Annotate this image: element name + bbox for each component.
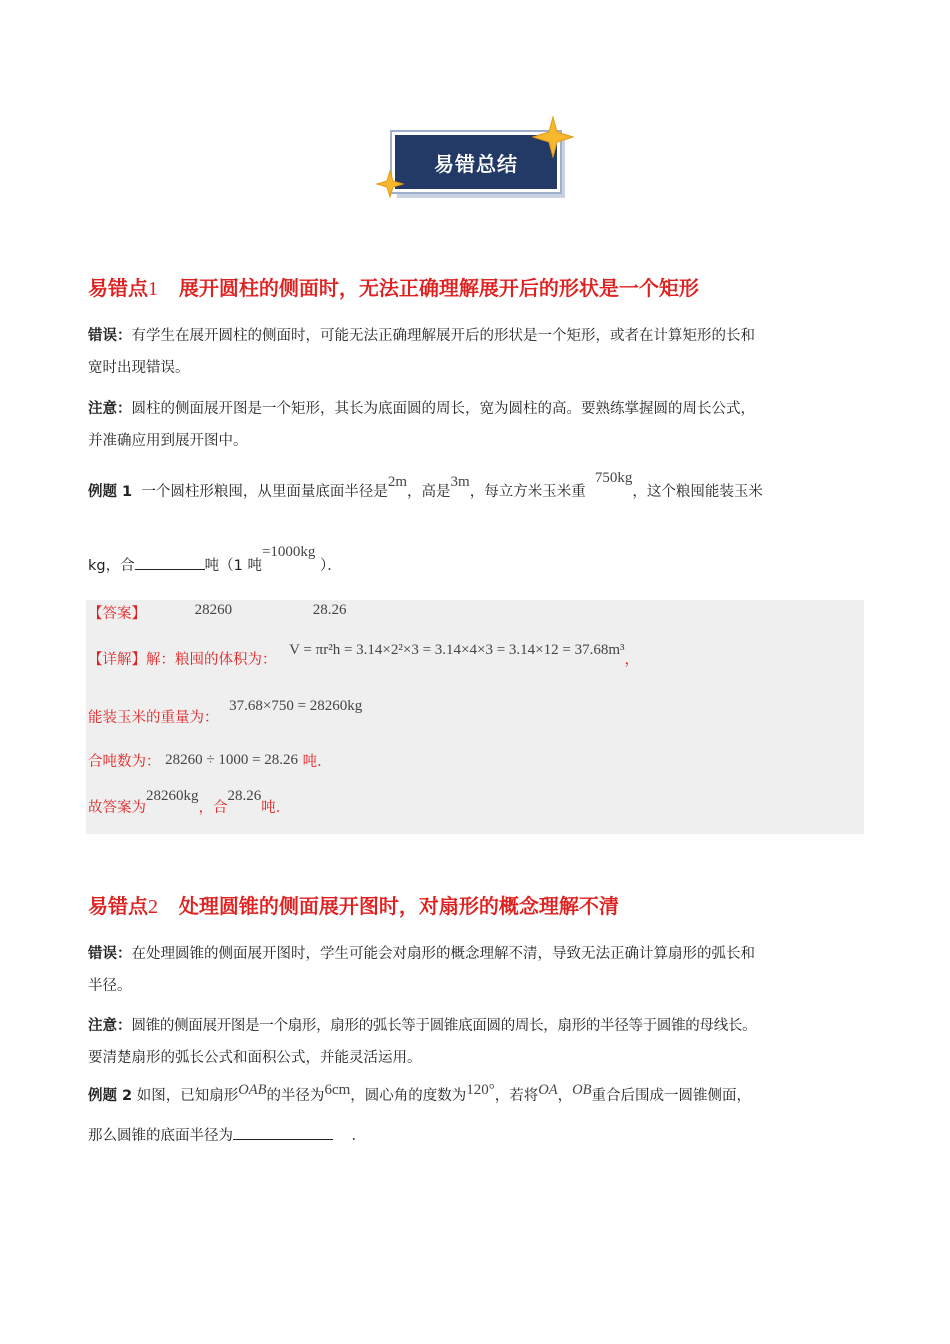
error-text: 半径。 — [88, 978, 132, 994]
error-text: 宽时出现错误。 — [88, 360, 190, 376]
math-value: OA — [538, 1082, 558, 1098]
question-text: ． — [351, 1128, 366, 1144]
error-text: 在处理圆锥的侧面展开图时，学生可能会对扇形的概念理解不清，导致无法正确计算扇形的弧长和 — [131, 946, 755, 962]
note-text: 要清楚扇形的弧长公式和面积公式，并能灵活运用。 — [88, 1050, 422, 1066]
ton-formula: 28260 ÷ 1000 = 28.26 — [165, 752, 299, 768]
example-label: 例题 2 — [88, 1088, 133, 1104]
note-label: 注意： — [88, 1018, 132, 1034]
question-text: 一个圆柱形粮囤，从里面量底面半径是 — [141, 484, 388, 500]
detail-line — [88, 644, 863, 676]
error-paragraph-2 — [88, 938, 863, 1002]
star-icon — [532, 116, 574, 158]
question-text: ，圆心角的度数为 — [350, 1088, 467, 1104]
example-1-question-line2 — [88, 544, 863, 582]
note-text: 圆锥的侧面展开图是一个扇形，扇形的弧长等于圆锥底面圆的周长，扇形的半径等于圆锥的母线长。 — [131, 1018, 757, 1034]
note-label: 注意： — [88, 401, 132, 417]
answer-blank — [233, 1123, 333, 1140]
example-2-question-line2 — [88, 1120, 863, 1152]
math-value: 6cm — [324, 1082, 351, 1098]
answer-label: 【答案】 — [88, 606, 146, 622]
section-2-title — [88, 890, 619, 919]
answer-blank — [135, 553, 205, 570]
error-text: 有学生在展开圆柱的侧面时，可能无法正确理解展开后的形状是一个矩形，或者在计算矩形的长和 — [131, 328, 755, 344]
title-number: 2 — [148, 896, 158, 918]
math-value: =1000kg — [261, 544, 316, 560]
note-text: 并准确应用到展开图中。 — [88, 433, 248, 449]
question-text: ，高是 — [407, 484, 451, 500]
title-prefix: 易错点 — [88, 276, 148, 300]
banner-title: 易错总结 — [434, 151, 518, 176]
answer-value: 28260 — [194, 602, 233, 618]
ton-line — [88, 746, 863, 778]
title-prefix: 易错点 — [88, 894, 148, 918]
example-2-question — [88, 1080, 863, 1112]
question-text: 吨（1 吨 — [204, 558, 262, 574]
final-value: 28260kg — [146, 788, 199, 804]
question-text: ，每立方米玉米重 — [469, 484, 586, 500]
detail-text: 解：粮囤的体积为： — [146, 652, 277, 668]
error-paragraph-1 — [88, 320, 863, 384]
volume-formula: V = πr²h = 3.14×2²×3 = 3.14×4×3 = 3.14×12 = 37.68m³ — [289, 642, 625, 658]
weight-formula: 37.68×750 = 28260kg — [229, 698, 363, 714]
note-paragraph-1 — [88, 393, 863, 457]
final-text: 故答案为 — [88, 800, 146, 816]
question-text: 的半径为 — [266, 1088, 325, 1104]
answer-value: 28.26 — [312, 602, 347, 618]
example-label: 例题 1 — [88, 484, 133, 500]
math-value: 750kg — [594, 470, 633, 486]
math-value: 3m — [450, 474, 470, 490]
title-text: 处理圆锥的侧面展开图时，对扇形的概念理解不清 — [178, 894, 619, 918]
ton-label: 合吨数为： — [88, 754, 161, 770]
error-label: 错误： — [88, 328, 132, 344]
question-text: ，这个粮囤能装玉米 — [632, 484, 763, 500]
final-answer-line — [88, 788, 863, 824]
weight-label: 能装玉米的重量为： — [88, 710, 219, 726]
error-label: 错误： — [88, 946, 132, 962]
answer-line — [88, 598, 863, 630]
note-paragraph-2 — [88, 1010, 863, 1074]
final-text: ，合 — [198, 800, 228, 816]
question-text: 那么圆锥的底面半径为 — [88, 1128, 233, 1144]
note-text: 圆柱的侧面展开图是一个矩形，其长为底面圆的周长，宽为圆柱的高。要熟练掌握圆的周长公式， — [131, 401, 755, 417]
question-text: kg，合 — [88, 558, 135, 574]
detail-label: 【详解】 — [88, 652, 146, 668]
math-value: OB — [572, 1082, 592, 1098]
title-text: 展开圆柱的侧面时，无法正确理解展开后的形状是一个矩形 — [178, 276, 699, 300]
question-text: ， — [557, 1088, 573, 1104]
ton-unit: 吨． — [302, 754, 332, 770]
math-value: OAB — [238, 1082, 267, 1098]
math-value: 120° — [466, 1082, 495, 1098]
question-text: 重合后围成一圆锥侧面， — [591, 1088, 751, 1104]
math-value: 2m — [387, 474, 408, 490]
question-text: ，若将 — [494, 1088, 539, 1104]
example-1-question — [88, 470, 863, 508]
detail-text: ， — [624, 652, 639, 668]
final-text: 吨． — [261, 800, 291, 816]
question-text: 如图，已知扇形 — [136, 1088, 239, 1104]
final-value: 28.26 — [227, 788, 262, 804]
title-number: 1 — [148, 278, 158, 300]
weight-line — [88, 698, 863, 734]
star-icon — [376, 170, 404, 198]
question-text: ）． — [320, 558, 342, 574]
section-1-title — [88, 272, 699, 301]
